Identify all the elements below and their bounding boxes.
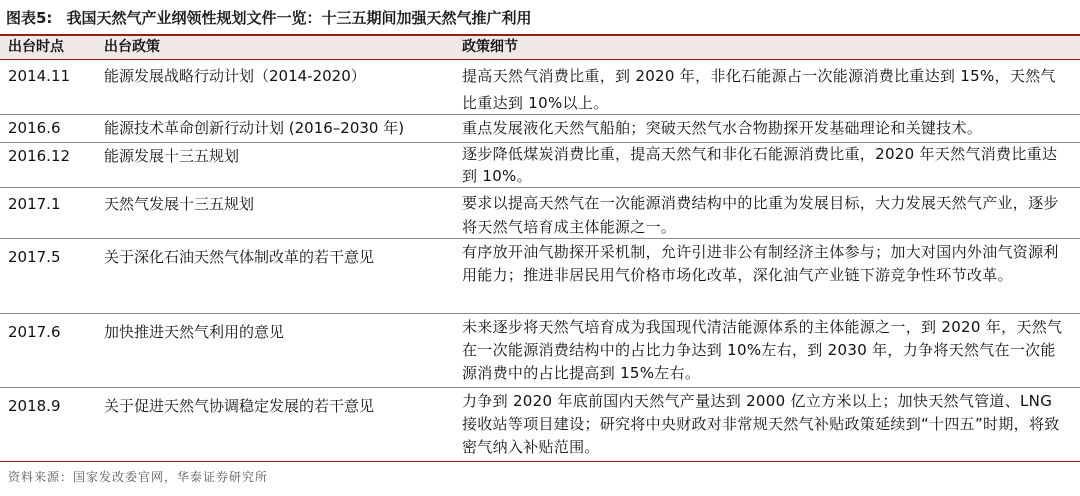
table-row (0, 314, 1080, 388)
cell-detail: 力争到 2020 年底前国内天然气产量达到 2000 亿立方米以上；加快天然气管道、LNG 接收站等项目建设；研究将中央财政对非常规天然气补贴政策延续到“十四五”时期，将致密气纳入补贴范围。 (462, 392, 1060, 456)
header-time: 出台时点 (8, 39, 64, 55)
policy-table (0, 60, 1080, 461)
cell-policy: 能源发展战略行动计划（2014-2020） (104, 67, 366, 85)
cell-policy: 加快推进天然气利用的意见 (104, 323, 285, 341)
cell-time: 2017.6 (8, 323, 61, 341)
bottom-rule (0, 461, 1080, 462)
table-row (0, 388, 1080, 461)
figure-title (6, 4, 531, 32)
cell-time: 2016.12 (8, 147, 71, 165)
table-row (0, 143, 1080, 188)
cell-detail: 重点发展液化天然气船舶；突破天然气水合物勘探开发基础理论和关键技术。 (462, 119, 983, 137)
cell-detail: 提高天然气消费比重，到 2020 年，非化石能源占一次能源消费比重达到 15%，天然气比重达到 10%以上。 (462, 67, 1056, 112)
source-note: 资料来源：国家发改委官网，华泰证券研究所 (8, 470, 269, 484)
cell-time: 2017.5 (8, 248, 61, 266)
cell-policy: 关于促进天然气协调稳定发展的若干意见 (104, 397, 375, 415)
figure-label: 图表5: (6, 9, 53, 27)
cell-time: 2016.6 (8, 119, 61, 137)
cell-detail: 有序放开油气勘探开采机制，允许引进非公有制经济主体参与；加大对国内外油气资源利用能力；推进非居民用气价格市场化改革，深化油气产业链下游竞争性环节改革。 (462, 243, 1059, 284)
figure-title-text: 我国天然气产业纲领性规划文件一览：十三五期间加强天然气推广利用 (66, 9, 532, 27)
cell-time: 2014.11 (8, 67, 71, 85)
cell-detail: 要求以提高天然气在一次能源消费结构中的比重为发展目标，大力发展天然气产业，逐步将天然气培育成主体能源之一。 (462, 194, 1059, 236)
cell-policy: 能源发展十三五规划 (104, 147, 240, 165)
cell-detail: 未来逐步将天然气培育成为我国现代清洁能源体系的主体能源之一，到 2020 年，天然气在一次能源消费结构中的占比力争达到 10%左右，到 2030 年，力争将天然气在一次能源消费中的占比提高到 15%左右。 (462, 318, 1063, 382)
table-row (0, 239, 1080, 314)
table-row (0, 115, 1080, 143)
cell-detail: 逐步降低煤炭消费比重，提高天然气和非化石能源消费比重，2020 年天然气消费比重达到 10%。 (462, 145, 1058, 185)
table-row (0, 188, 1080, 239)
table-header (0, 36, 1080, 59)
cell-policy: 天然气发展十三五规划 (104, 195, 255, 213)
cell-time: 2018.9 (8, 397, 61, 415)
table-row (0, 60, 1080, 115)
cell-policy: 关于深化石油天然气体制改革的若干意见 (104, 248, 375, 266)
cell-time: 2017.1 (8, 195, 61, 213)
header-detail: 政策细节 (462, 39, 518, 55)
header-policy: 出台政策 (104, 39, 160, 55)
cell-policy: 能源技术革命创新行动计划 (2016–2030 年) (104, 119, 405, 137)
